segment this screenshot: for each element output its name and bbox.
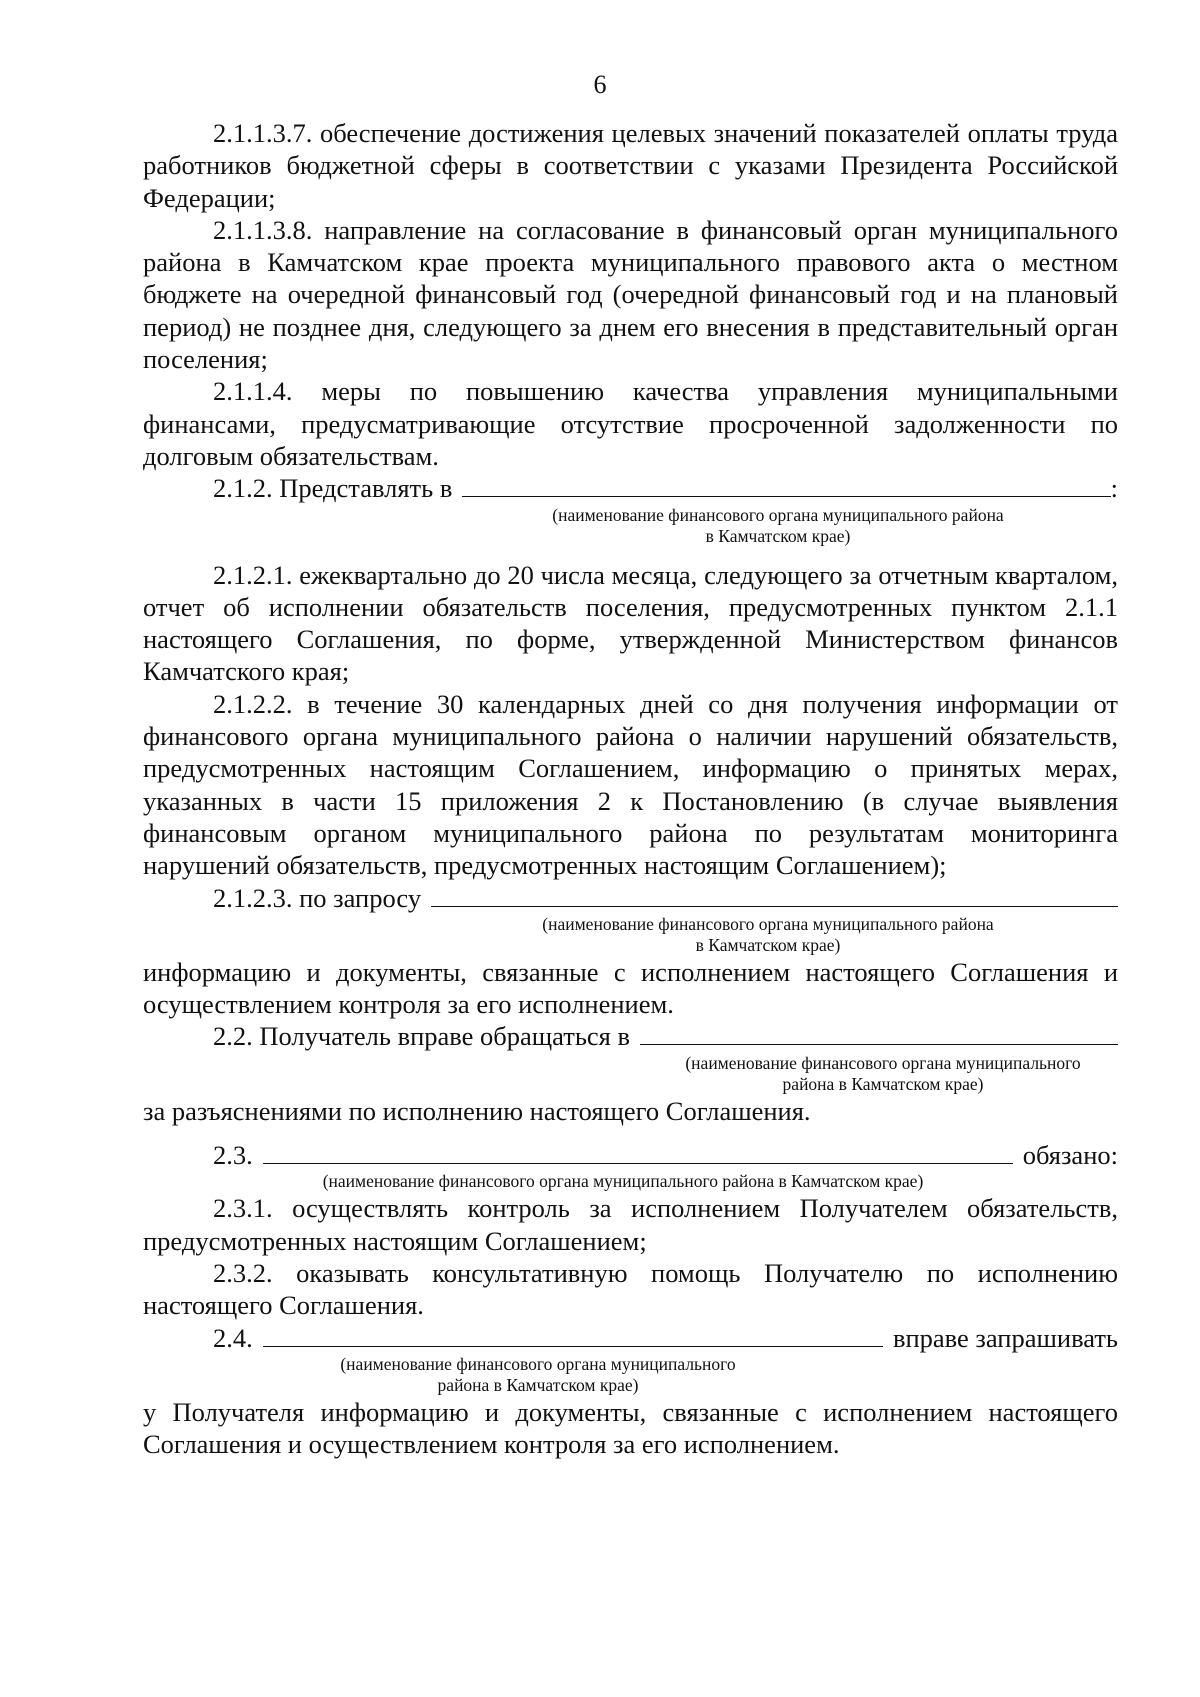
- paragraph-2-1-2-colon: :: [1110, 473, 1118, 504]
- caption-block: [233, 1171, 1013, 1192]
- paragraph-2-3-suffix: обязано:: [1022, 1140, 1118, 1171]
- caption-block: [648, 1053, 1118, 1095]
- fill-in-blank-line: [640, 1020, 1118, 1045]
- paragraph-2-1-2-line: [143, 472, 1118, 504]
- paragraph-2-2-continuation: за разъяснениями по исполнению настоящего Соглашения.: [143, 1095, 811, 1126]
- paragraph-2-1-2-text: 2.1.2. Представлять в: [213, 473, 453, 504]
- document-body: [143, 117, 1118, 1460]
- paragraph-2-3-line: [143, 1139, 1118, 1171]
- paragraph-2-3-2: 2.3.2. оказывать консультативную помощь Получателю по исполнению настоящего Соглашения.: [143, 1257, 1118, 1321]
- blank-caption-line-1: (наименование финансового органа муниципального района: [542, 913, 994, 934]
- paragraph-2-1-2-3-continuation: информацию и документы, связанные с исполнением настоящего Соглашения и осуществлением контроля за его исполнением.: [143, 956, 1118, 1020]
- paragraph-2-4-number: 2.4.: [213, 1322, 253, 1353]
- paragraph-2-3-1: 2.3.1. осуществлять контроль за исполнением Получателем обязательств, предусмотренных настоящим Соглашением;: [143, 1193, 1118, 1256]
- fill-in-blank-line: [263, 1322, 883, 1347]
- paragraph-2-1-2-3-text: 2.1.2.3. по запросу: [213, 882, 422, 913]
- blank-caption-line-2: в Камчатском крае): [695, 934, 841, 955]
- blank-caption-line-2: района в Камчатском крае): [437, 1374, 639, 1395]
- paragraph-2-4-suffix: вправе запрашивать: [892, 1322, 1118, 1353]
- paragraph-2-2-text: 2.2. Получатель вправе обращаться в: [213, 1021, 630, 1052]
- paragraph-2-4-line: [143, 1322, 1118, 1354]
- blank-caption-line-2: района в Камчатском крае): [782, 1073, 984, 1094]
- paragraph-2-1-1-3-8: 2.1.1.3.8. направление на согласование в финансовый орган муниципального района в Камчатском крае проекта муниципального правового акта о местном бюджете на очередной финансовый год (очередной финансовый год и на плановый период) не позднее дня, следующего за днем его внесения в представительный орган поселения;: [143, 214, 1118, 375]
- paragraph-2-1-2-2: 2.1.2.2. в течение 30 календарных дней со дня получения информации от финансового органа муниципального района о наличии нарушений обязательств, предусмотренных настоящим Соглашением, информацию о принятых мерах, указанных в части 15 приложения 2 к Постановлению (в случае выявления финансовым органом муниципального района по результатам мониторинга нарушений обязательств, предусмотренных настоящим Соглашением);: [143, 688, 1118, 881]
- blank-caption-line-2: в Камчатском крае): [705, 525, 851, 546]
- paragraph-2-1-1-3-7: 2.1.1.3.7. обеспечение достижения целевых значений показателей оплаты труда работников бюджетной сферы в соответствии с указами Президента Российской Федерации;: [143, 118, 1118, 213]
- fill-in-blank-line: [431, 882, 1118, 907]
- caption-block: [443, 505, 1113, 547]
- blank-caption-line-1: (наименование финансового органа муниципального: [685, 1052, 1081, 1073]
- paragraph-2-3-number: 2.3.: [213, 1140, 253, 1171]
- blank-caption-line-1: (наименование финансового органа муниципального района: [552, 504, 1004, 525]
- blank-caption-line-1: (наименование финансового органа муниципального: [340, 1353, 736, 1374]
- fill-in-blank-line: [462, 472, 1110, 497]
- caption-block: [303, 1354, 773, 1396]
- caption-block: [433, 914, 1103, 956]
- paragraph-2-1-1-4: 2.1.1.4. меры по повышению качества управления муниципальными финансами, предусматривающие отсутствие просроченной задолженности по долговым обязательствам.: [143, 376, 1118, 471]
- paragraph-2-2-line: [143, 1020, 1118, 1052]
- paragraph-2-1-2-1: 2.1.2.1. ежеквартально до 20 числа месяца, следующего за отчетным кварталом, отчет об исполнении обязательств поселения, предусмотренных пунктом 2.1.1 настоящего Соглашения, по форме, утвержденной Министерством финансов Камчатского края;: [143, 559, 1118, 687]
- paragraph-2-4-continuation: у Получателя информацию и документы, связанные с исполнением настоящего Соглашения и осуществлением контроля за его исполнением.: [143, 1396, 1118, 1460]
- fill-in-blank-line: [263, 1139, 1013, 1164]
- paragraph-2-1-2-3-line: [143, 882, 1118, 914]
- blank-caption-line: (наименование финансового органа муниципального района в Камчатском крае): [322, 1171, 924, 1192]
- page-number: 6: [593, 70, 607, 99]
